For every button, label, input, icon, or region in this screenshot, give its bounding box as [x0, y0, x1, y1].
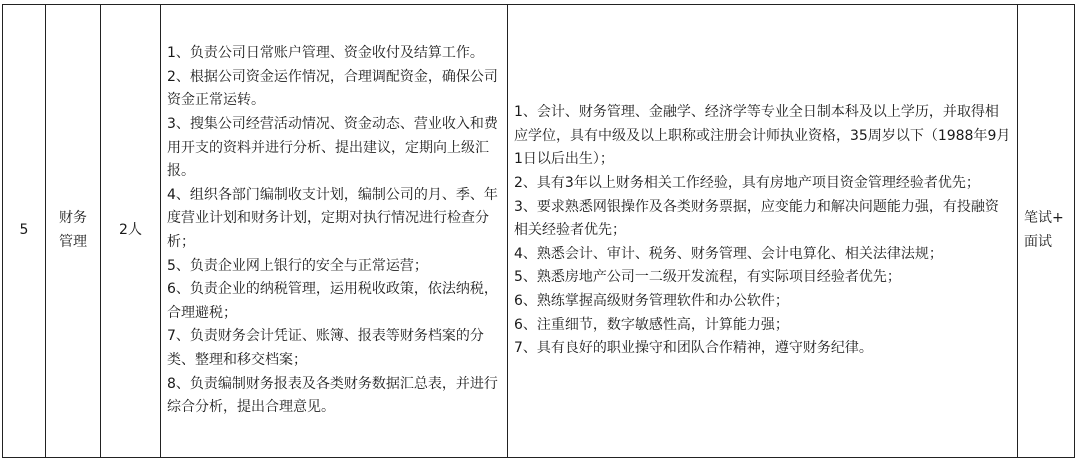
exam-method-line: 面试 — [1024, 234, 1052, 250]
requirements-cell — [508, 5, 1018, 458]
duty-item: 4、组织各部门编制收支计划，编制公司的月、季、年度营业计划和财务计划，定期对执行情况进行检查分析； — [167, 186, 498, 250]
requirement-item: 7、具有良好的职业操守和团队合作精神，遵守财务纪律。 — [514, 340, 873, 357]
exam-method-line: 笔试+ — [1024, 210, 1064, 227]
row-number: 5 — [19, 222, 29, 239]
duty-item: 5、负责企业网上银行的安全与正常运营； — [167, 257, 428, 274]
position-name-line: 管理 — [59, 234, 87, 250]
requirement-item: 4、熟悉会计、审计、税务、财务管理、会计电算化、相关法律法规； — [514, 245, 943, 262]
requirement-item: 3、要求熟悉网银操作及各类财务票据，应变能力和解决问题能力强，有投融资相关经验者优先； — [514, 198, 999, 239]
requirement-item: 5、熟悉房地产公司一二级开发流程，有实际项目经验者优先； — [514, 269, 901, 286]
duty-item: 6、负责企业的纳税管理，运用税收政策，依法纳税，合理避税； — [167, 281, 498, 321]
duties-cell — [161, 5, 508, 458]
requirement-item: 1、会计、财务管理、金融学、经济学等专业全日制本科及以上学历，并取得相应学位，具有中级及以上职称或注册会计师执业资格，35周岁以下（1988年9月1日以后出生）； — [514, 104, 1011, 168]
headcount-cell — [101, 5, 161, 458]
job-requirements-table — [2, 4, 1075, 458]
requirement-item: 6、熟练掌握高级财务管理软件和办公软件； — [514, 292, 789, 309]
headcount: 2人 — [119, 222, 142, 239]
duty-item: 1、负责公司日常账户管理、资金收付及结算工作。 — [167, 45, 484, 62]
duty-item: 3、搜集公司经营活动情况、资金动态、营业收入和费用开支的资料并进行分析、提出建议，定期向上级汇报。 — [167, 116, 498, 180]
requirement-item: 2、具有3年以上财务相关工作经验，具有房地产项目资金管理经验者优先； — [514, 175, 980, 192]
requirement-item: 6、注重细节，数字敏感性高，计算能力强； — [514, 316, 789, 333]
table-row — [3, 5, 1075, 458]
duty-item: 8、负责编制财务报表及各类财务数据汇总表，并进行综合分析，提出合理意见。 — [167, 375, 498, 416]
duty-item: 7、负责财务会计凭证、账簿、报表等财务档案的分类、整理和移交档案； — [167, 328, 484, 368]
exam-method-cell — [1018, 5, 1075, 458]
position-cell — [46, 5, 101, 458]
duty-item: 2、根据公司资金运作情况，合理调配资金，确保公司资金正常运转。 — [167, 68, 498, 109]
position-name-line: 财务 — [59, 210, 87, 227]
row-number-cell — [3, 5, 46, 458]
